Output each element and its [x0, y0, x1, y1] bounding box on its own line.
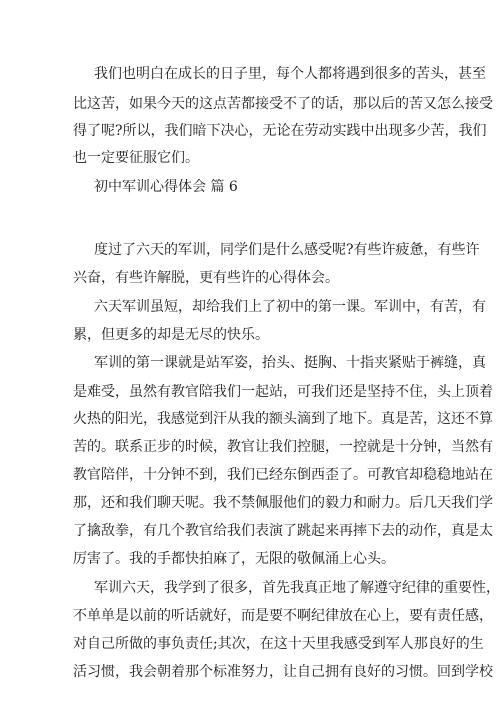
text-line: 火热的阳光，我感觉到汗从我的额头滴到了地下。真是苦，这还不算	[73, 411, 493, 427]
text-line: 比这苦，如果今天的这点苦都接受不了的话，那以后的苦又怎么接受	[73, 96, 493, 112]
text-line: 我们也明白在成长的日子里，每个人都将遇到很多的苦头，甚至	[94, 66, 486, 82]
text-line: 兴奋，有些许解脱，更有些许的心得体会。	[73, 270, 339, 286]
text-line: 苦的。联系正步的时候，教官让我们控腿，一控就是十分钟，当然有	[73, 439, 493, 455]
section-heading: 初中军训心得体会 篇 6	[94, 179, 238, 195]
text-line: 六天军训虽短，却给我们上了初中的第一课。军训中，有苦，有	[94, 299, 486, 315]
text-line: 对自己所做的事负责任;其次，在这十天里我感受到军人那良好的生	[73, 636, 484, 652]
text-line: 军训六天，我学到了很多，首先我真正地了解遵守纪律的重要性，	[94, 580, 500, 596]
text-line: 得了呢?所以，我们暗下决心，无论在劳动实践中出现多少苦，我们	[73, 123, 487, 139]
text-line: 不单单是以前的听话就好，而是要不啊纪律放在心上，要有责任感，	[73, 608, 493, 624]
text-line: 厉害了。我的手都快拍麻了，无限的敬佩涌上心头。	[73, 551, 395, 567]
text-line: 也一定要征服它们。	[73, 150, 199, 166]
text-line: 累，但更多的却是无尽的快乐。	[73, 327, 269, 343]
text-line: 那，还和我们聊天呢。我不禁佩服他们的毅力和耐力。后几天我们学	[73, 495, 493, 511]
text-line: 教官陪伴，十分钟不到，我们已经东倒西歪了。可教官却稳稳地站在	[73, 467, 493, 483]
text-line: 度过了六天的军训，同学们是什么感受呢?有些许疲惫，有些许	[94, 242, 480, 258]
text-line: 军训的第一课就是站军姿，抬头、挺胸、十指夹紧贴于裤缝，真	[94, 355, 486, 371]
text-line: 是难受，虽然有教官陪我们一起站，可我们还是坚持不住，头上顶着	[73, 384, 493, 400]
text-line: 了擒敌拳，有几个教官给我们表演了跳起来再摔下去的动作，真是太	[73, 523, 493, 539]
text-line: 活习惯，我会朝着那个标准努力，让自己拥有良好的习惯。回到学校	[73, 664, 493, 680]
